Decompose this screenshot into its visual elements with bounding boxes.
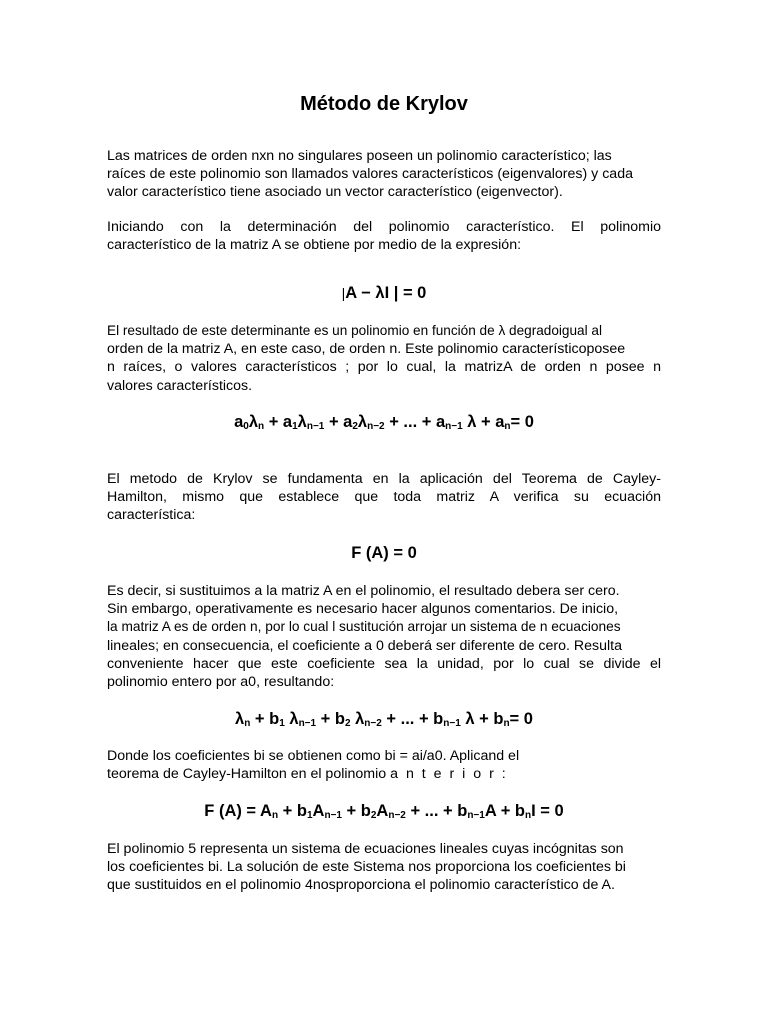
eq-sub: n−2: [367, 421, 385, 432]
eq-sub: n: [271, 810, 279, 821]
eq-part: λ: [248, 413, 258, 431]
eq-sub: n: [258, 421, 265, 432]
equation-determinant: [0, 284, 768, 303]
eq-sub: n: [525, 810, 532, 821]
text-line: característico de la matriz A se obtiene por medio de la expresión:: [107, 237, 522, 254]
eq-sub: n−1: [298, 718, 317, 729]
determinant-bar: |: [341, 285, 346, 301]
eq-part: + ... + b: [381, 710, 444, 728]
text-line: polinomio entero por a0, resultando:: [107, 674, 335, 691]
eq-part: λ: [284, 710, 299, 728]
eq-sub: n−1: [306, 421, 325, 432]
text-line: característica:: [107, 507, 196, 524]
eq-sub: n−2: [364, 718, 382, 729]
paragraph-coefficients: [107, 747, 661, 783]
text-line: Las matrices de orden nxn no singulares poseen un polinomio característico; las: [107, 148, 612, 164]
paragraph-conclusion: [107, 840, 661, 895]
eq-part: λ: [357, 413, 368, 431]
eq-sub: 1: [306, 810, 313, 821]
text-line: valores característicos.: [107, 377, 253, 394]
eq-sub: 0: [243, 421, 249, 432]
equation-characteristic: [0, 413, 768, 432]
eq-sub: 2: [344, 718, 351, 729]
paragraph-substitution: [107, 582, 661, 691]
text-fragment: teorema de Cayley-Hamilton en el polinomio: [107, 766, 391, 783]
equation-term: | = 0: [393, 284, 427, 302]
eq-sub: n−1: [445, 421, 463, 432]
text-fragment: a n t e r i o r :: [390, 766, 508, 783]
page-title: Método de Krylov: [300, 93, 468, 115]
eq-part: + b: [316, 710, 345, 728]
equation-normalized: [0, 710, 768, 729]
eq-part: I = 0: [531, 802, 564, 820]
eq-part: + b: [341, 802, 371, 820]
eq-part: + a: [324, 413, 353, 431]
text-line: orden de la matriz A, en este caso, de orden n. Este polinomio característicoposee: [107, 341, 626, 358]
text-line: [107, 765, 661, 783]
text-line: n raíces, o valores característicos ; por lo cual, la matrizA de orden n posee n: [107, 359, 661, 376]
text-line: Donde los coeficientes bi se obtienen como bi = ai/a0. Aplicand el: [107, 748, 520, 764]
eq-part: λ + a: [462, 413, 505, 431]
eq-sub: n−1: [324, 810, 342, 821]
eq-part: + a: [264, 413, 293, 431]
text-line: los coeficientes bi. La solución de este Sistema nos proporciona los coeficientes bi: [107, 859, 626, 876]
text-line: lineales; en consecuencia, el coeficiente a 0 deberá ser diferente de cero. Resulta: [107, 637, 623, 654]
text-line: conveniente hacer que este coeficiente sea la unidad, por lo cual se divide el: [107, 655, 661, 672]
equation-term: A − λI: [345, 284, 390, 302]
text-line: la matriz A es de orden n, por lo cual l sustitución arrojar un sistema de n ecuaciones: [107, 619, 621, 635]
eq-part: a: [234, 413, 244, 431]
text-line: valor característico tiene asociado un vector característico (eigenvector).: [107, 184, 563, 201]
text-line: que sustituidos en el polinomio 4nosproporciona el polinomio característico de A.: [107, 877, 615, 894]
text-line: Sin embargo, operativamente es necesario hacer algunos comentarios. De inicio,: [107, 601, 619, 618]
eq-part: = 0: [510, 413, 534, 431]
paragraph-polynomial: [107, 218, 661, 254]
eq-part: λ: [350, 710, 365, 728]
eq-part: A: [312, 802, 325, 820]
eq-sub: 2: [352, 421, 358, 432]
eq-sub: 1: [279, 718, 285, 729]
eq-part: + b: [250, 710, 280, 728]
text-line: El metodo de Krylov se fundamenta en la aplicación del Teorema de Cayley-: [107, 471, 661, 487]
eq-sub: 2: [370, 810, 377, 821]
eq-sub: n−2: [388, 810, 406, 821]
eq-part: A + b: [484, 802, 526, 820]
text-line: Es decir, si sustituimos a la matriz A en el polinomio, el resultado debera ser cero.: [107, 583, 620, 599]
equation-fa: [0, 544, 768, 563]
paragraph-krylov: [107, 470, 661, 525]
eq-sub: n: [504, 421, 511, 432]
equation-term: F (A) = 0: [351, 544, 417, 562]
text-line: Iniciando con la determinación del polinomio característico. El polinomio: [107, 219, 661, 235]
eq-part: λ: [235, 710, 245, 728]
eq-sub: n: [244, 718, 251, 729]
eq-part: + ... + a: [384, 413, 446, 431]
text-line: Hamilton, mismo que establece que toda matriz A verifica su ecuación: [107, 489, 661, 506]
text-line: El resultado de este determinante es un polinomio en función de λ degradoigual al: [107, 323, 602, 338]
eq-sub: n: [503, 718, 510, 729]
eq-part: A: [376, 802, 389, 820]
eq-part: + b: [278, 802, 307, 820]
paragraph-intro: [107, 147, 661, 202]
eq-sub: 1: [292, 421, 298, 432]
text-line: El polinomio 5 representa un sistema de ecuaciones lineales cuyas incógnitas son: [107, 841, 624, 857]
eq-part: F (A) = A: [204, 802, 272, 820]
equation-matrix-polynomial: [0, 802, 768, 821]
eq-sub: n−1: [467, 810, 485, 821]
eq-sub: n−1: [443, 718, 461, 729]
eq-part: = 0: [509, 710, 533, 728]
text-line: raíces de este polinomio son llamados valores característicos (eigenvalores) y cada: [107, 166, 633, 183]
eq-part: + ... + b: [405, 802, 468, 820]
eq-part: λ + b: [460, 710, 504, 728]
paragraph-result: [107, 322, 661, 395]
eq-part: λ: [297, 413, 307, 431]
